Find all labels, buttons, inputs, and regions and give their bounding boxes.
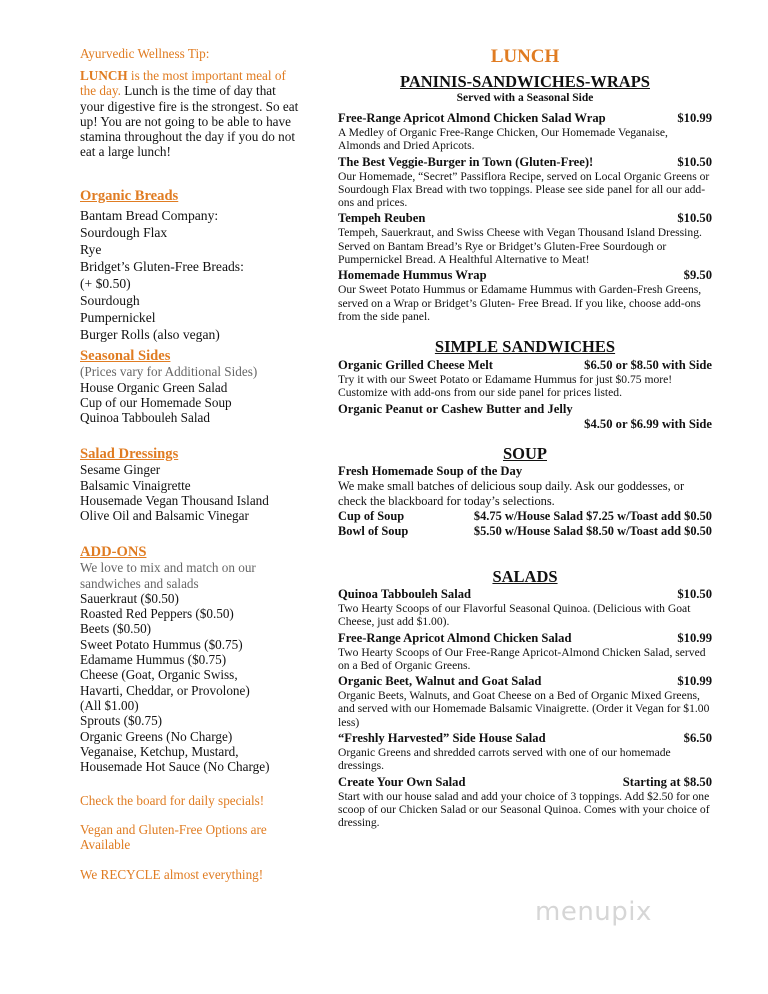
addon-item: Cheese (Goat, Organic Swiss,	[80, 667, 238, 683]
soup-desc: We make small batches of delicious soup daily. Ask our goddesses, or check the blackboard for today’s selections.	[338, 479, 685, 508]
item-price: $6.50 or $8.50 with Side	[584, 358, 712, 372]
soup-title: SOUP	[502, 444, 547, 463]
addon-item: (All $1.00)	[80, 697, 139, 713]
soup-row	[338, 524, 712, 539]
menu-item-row	[338, 155, 712, 170]
item-price: $10.99	[677, 674, 712, 689]
item-desc: Organic Beets, Walnuts, and Goat Cheese on a Bed of Organic Mixed Greens, and served with our Homemade Balsamic Vinaigrette. (Order it Vegan for $1.00 less)	[338, 689, 710, 729]
note-vegan: Vegan and Gluten-Free Options are Available	[80, 822, 267, 853]
soup-label: Cup of Soup	[338, 509, 405, 523]
simple-list	[338, 358, 712, 432]
bread-item: Sourdough	[80, 293, 140, 309]
item-desc: Start with our house salad and add your choice of 3 toppings. Add $2.50 for one scoop of our Chicken Salad or our Seasonal Quinoa. Comes with your choice of dressing.	[338, 789, 710, 830]
addons-title: ADD-ONS	[80, 544, 147, 560]
dressing-item: Olive Oil and Balsamic Vinegar	[80, 508, 249, 524]
bread-item: (+ $0.50)	[80, 276, 131, 292]
menupix-watermark: menupix	[535, 897, 652, 927]
item-name: Organic Peanut or Cashew Butter and Jelly	[338, 401, 573, 416]
item-price: $6.50	[683, 731, 712, 746]
item-price: $10.50	[677, 587, 712, 601]
item-price: $10.50	[677, 154, 712, 169]
sides-section	[80, 349, 300, 425]
item-name: Quinoa Tabbouleh Salad	[338, 587, 472, 601]
tip-lead-rest: is the most important meal of the day.	[80, 68, 286, 99]
item-price: $10.99	[677, 111, 712, 125]
item-price: $9.50	[683, 268, 712, 283]
item-name: Organic Beet, Walnut and Goat Salad	[338, 674, 542, 689]
menu-item-row	[338, 402, 712, 417]
menu-item-row	[338, 674, 712, 689]
addon-item: Housemade Hot Sauce (No Charge)	[80, 759, 270, 775]
simple-title: SIMPLE SANDWICHES	[434, 337, 616, 356]
note-specials: Check the board for daily specials!	[80, 793, 265, 808]
addon-item: Sprouts ($0.75)	[80, 713, 163, 729]
menu-item-row	[338, 631, 712, 646]
addon-item: Veganaise, Ketchup, Mustard,	[80, 743, 239, 759]
menu-item-row	[338, 268, 712, 283]
soup-row	[338, 509, 712, 524]
side-item: Cup of our Homemade Soup	[80, 394, 232, 410]
bread-item: Rye	[80, 242, 102, 258]
menu-item-row	[338, 111, 712, 126]
addon-item: Edamame Hummus ($0.75)	[80, 652, 227, 668]
menu-item-row	[338, 731, 712, 746]
paninis-list	[338, 111, 712, 325]
item-name: Free-Range Apricot Almond Chicken Salad Wrap	[338, 111, 606, 125]
item-name: “Freshly Harvested” Side House Salad	[338, 731, 546, 746]
wellness-tip	[80, 68, 300, 160]
breads-section	[80, 189, 300, 343]
tip-title: Ayurvedic Wellness Tip:	[80, 46, 210, 61]
paninis-title: PANINIS-SANDWICHES-WRAPS	[400, 72, 650, 91]
lunch-heading: LUNCH	[490, 46, 560, 67]
item-desc: Two Hearty Scoops of our Flavorful Seasonal Quinoa. (Delicious with Goat Cheese, just add $1.00).	[338, 602, 691, 629]
menu-item-row	[338, 358, 712, 373]
addon-item: Sweet Potato Hummus ($0.75)	[80, 636, 243, 652]
paninis-subtitle: Served with a Seasonal Side	[456, 92, 594, 104]
salads-list	[338, 587, 712, 832]
side-item: House Organic Green Salad	[80, 379, 228, 395]
bread-item: Bridget’s Gluten-Free Breads:	[80, 259, 244, 275]
item-desc: Try it with our Sweet Potato or Edamame Hummus for just $0.75 more! Customize with add-ons from our side panel for prices listed.	[338, 373, 673, 400]
side-item: Quinoa Tabbouleh Salad	[80, 410, 210, 426]
dressing-item: Sesame Ginger	[80, 462, 161, 478]
item-desc: Organic Greens and shredded carrots served with one of our homemade dressings.	[338, 746, 671, 773]
dressing-item: Balsamic Vinaigrette	[80, 477, 191, 493]
addon-item: Sauerkraut ($0.50)	[80, 590, 179, 606]
soup-section	[338, 464, 712, 539]
salads-title: SALADS	[492, 567, 558, 586]
bread-item: Burger Rolls (also vegan)	[80, 327, 220, 343]
addon-item: Organic Greens (No Charge)	[80, 728, 233, 744]
bread-item: Bantam Bread Company:	[80, 208, 219, 224]
soup-price: $5.50 w/House Salad $8.50 w/Toast add $0.50	[473, 524, 712, 538]
dressings-section	[80, 447, 300, 523]
item-name: Homemade Hummus Wrap	[338, 268, 487, 283]
item-desc: Tempeh, Sauerkraut, and Swiss Cheese with Vegan Thousand Island Dressing. Served on Bantam Bread’s Rye or Bridget’s Gluten-Free Sourdough or Pumpernickel Bread. A Healthful Alternative to Meat!	[338, 226, 702, 267]
addon-item: Havarti, Cheddar, or Provolone)	[80, 682, 250, 698]
item-name: Create Your Own Salad	[338, 774, 466, 789]
bread-item: Sourdough Flax	[80, 225, 168, 241]
addon-item: Beets ($0.50)	[80, 621, 152, 637]
dressing-item: Housemade Vegan Thousand Island	[80, 492, 269, 508]
soup-label: Bowl of Soup	[338, 524, 409, 538]
item-name: Tempeh Reuben	[338, 211, 426, 226]
bread-item: Pumpernickel	[80, 310, 156, 326]
item-desc: Our Homemade, “Secret” Passiflora Recipe, served on Local Organic Greens or Sourdough Flax Bread with two toppings. Please see side panel for all our add-ons and prices.	[338, 169, 710, 210]
menu-item-price-row	[338, 417, 712, 432]
menu-item-row	[338, 775, 712, 790]
sides-title: Seasonal Sides	[80, 348, 171, 364]
item-name: Free-Range Apricot Almond Chicken Salad	[338, 630, 572, 645]
item-desc: Our Sweet Potato Hummus or Edamame Hummus with Garden-Fresh Greens, served on a Wrap or Bridget’s Gluten- Free Bread. If you like, choose add-ons from the side panel.	[338, 283, 702, 323]
item-desc: Two Hearty Scoops of Our Free-Range Apricot-Almond Chicken Salad, served on a Bed of Organic Greens.	[338, 645, 706, 672]
item-price: Starting at $8.50	[622, 774, 712, 789]
item-price: $4.50 or $6.99 with Side	[584, 416, 712, 431]
tip-lead: LUNCH	[80, 68, 128, 83]
item-price: $10.99	[677, 630, 712, 645]
soup-price: $4.75 w/House Salad $7.25 w/Toast add $0.50	[473, 509, 712, 523]
item-name: Organic Grilled Cheese Melt	[338, 358, 493, 372]
menu-item-row	[338, 587, 712, 602]
item-price: $10.50	[677, 211, 712, 226]
menu-item-row	[338, 211, 712, 226]
soup-name: Fresh Homemade Soup of the Day	[338, 464, 523, 478]
item-name: The Best Veggie-Burger in Town (Gluten-Free)!	[338, 154, 594, 169]
addons-section	[80, 545, 300, 774]
tip-body: Lunch is the time of day that your digestive fire is the strongest. So eat up! You are not going to be able to have stamina throughout the day if you do not eat a large lunch!	[80, 83, 299, 160]
sides-note: (Prices vary for Additional Sides)	[80, 364, 258, 380]
addons-note: We love to mix and match on our sandwiches and salads	[80, 560, 256, 591]
dressings-title: Salad Dressings	[80, 446, 179, 462]
item-desc: A Medley of Organic Free-Range Chicken, Our Homemade Veganaise, Almonds and Dried Apricots.	[338, 126, 668, 153]
note-recycle: We RECYCLE almost everything!	[80, 867, 264, 882]
breads-title: Organic Breads	[80, 188, 179, 204]
addon-item: Roasted Red Peppers ($0.50)	[80, 606, 234, 622]
